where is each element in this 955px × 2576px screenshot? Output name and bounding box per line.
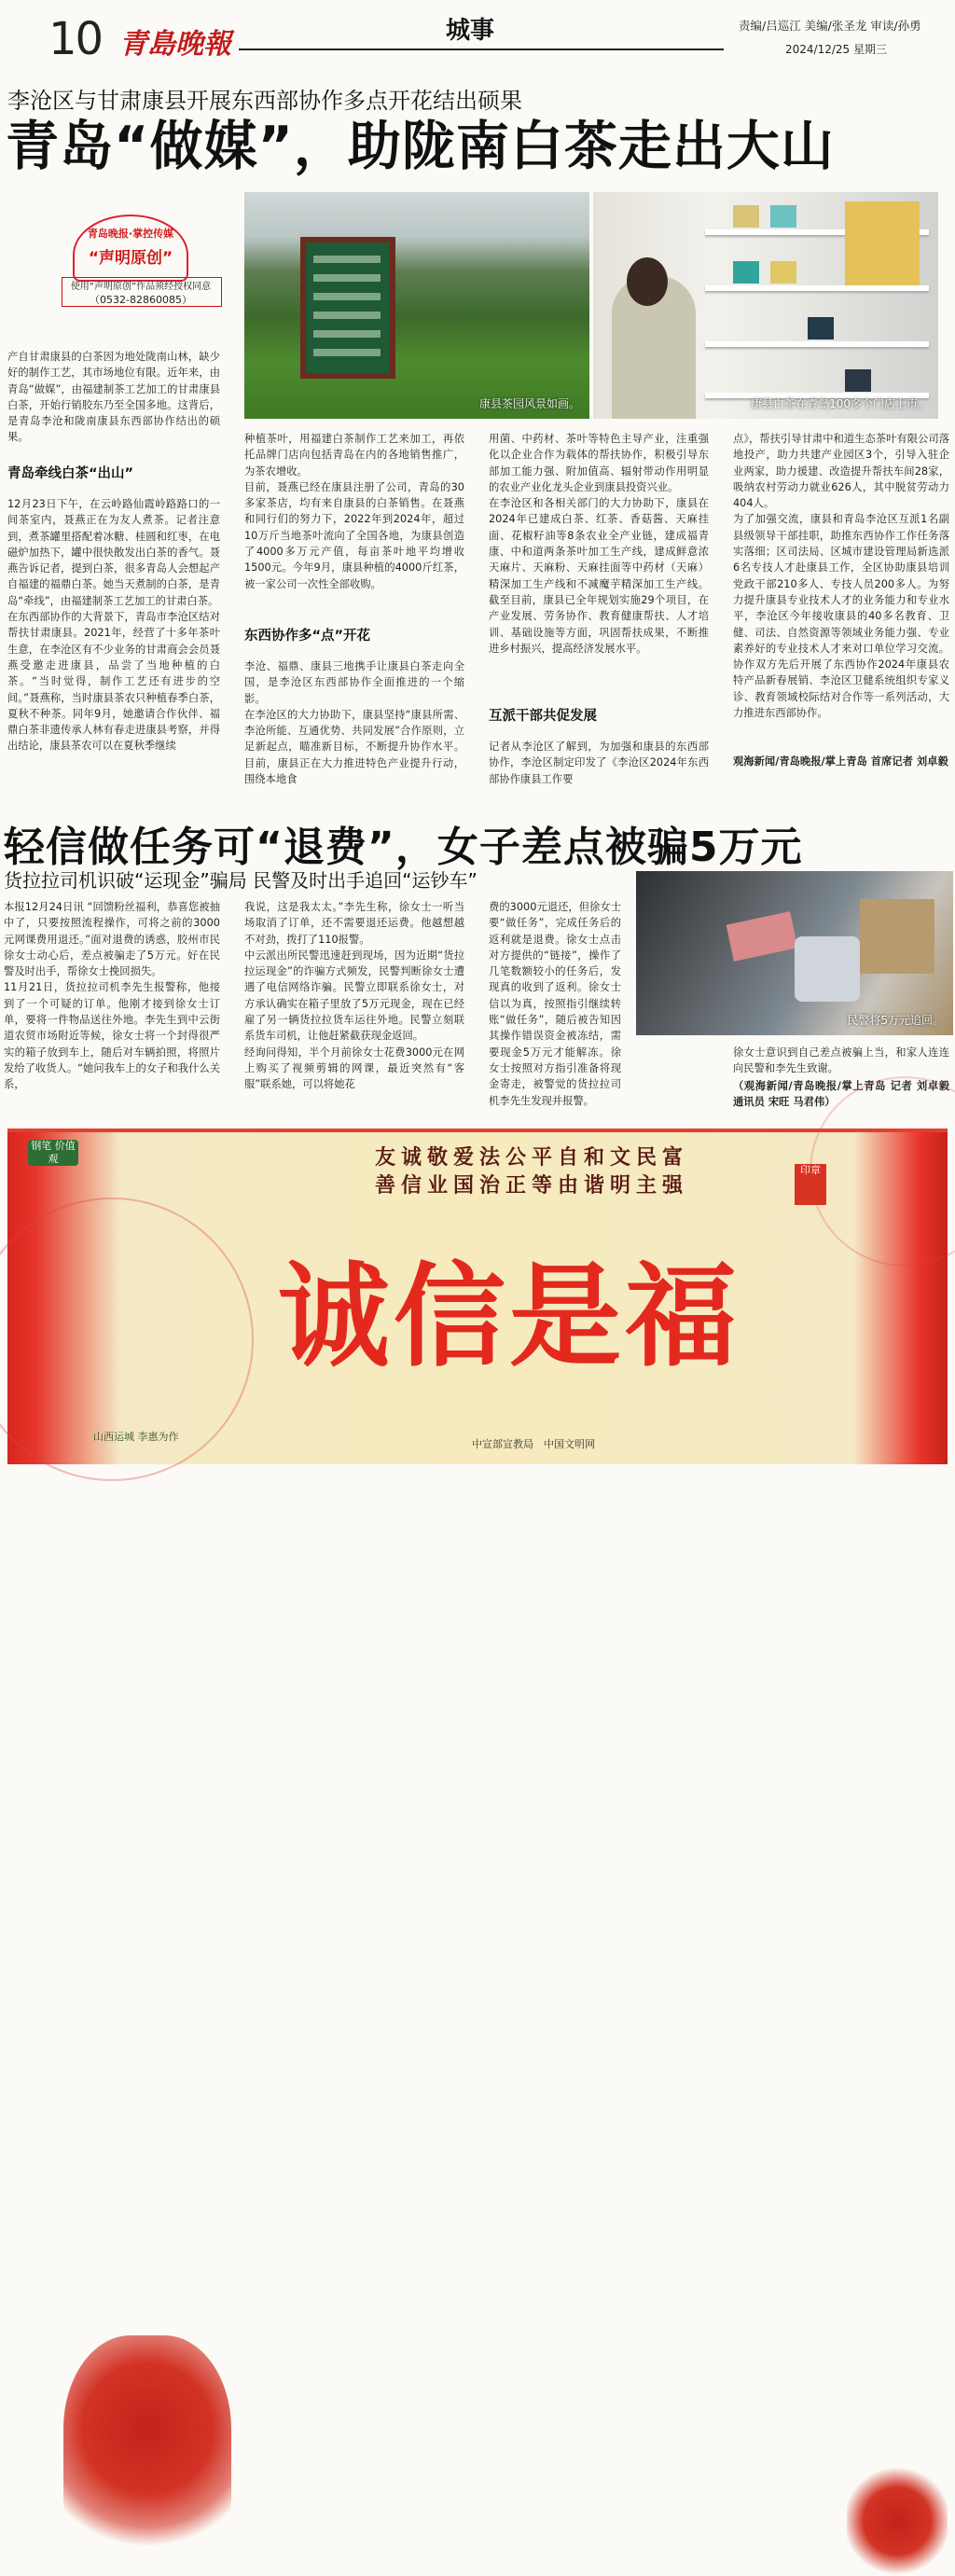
stamp-main-text: “声明原创” bbox=[88, 249, 173, 268]
header-rule bbox=[239, 48, 724, 50]
story2-subheadline: 货拉拉司机识破“运现金”骗局 民警及时出手追回“运钞车” bbox=[4, 869, 478, 892]
stamp-top-text: 青岛晚报·掌控传媒 bbox=[87, 228, 174, 240]
ad-artist: 山西运城 李惠为作 bbox=[93, 1431, 179, 1443]
page-number: 10 bbox=[48, 13, 103, 65]
story1-col2-body: 种植茶叶，用福建白茶制作工艺来加工，再依托品牌门店向包括青岛在内的各地销售推广，为茶农增收。 目前，聂燕已经在康县注册了公司，青岛的30多家茶店，均有来自康县的白茶销售。在聂燕和同行们的努力下，2022年到2024年，超过10万斤当地茶叶流向了全国各地，为康县创造了4000多万元产值，每亩茶叶地平均增收1500元。今年9月，康县种植的4000斤红茶，被一家公司一次性全部收购。 bbox=[244, 433, 464, 590]
issue-date: 2024/12/25 星期三 bbox=[785, 43, 887, 56]
section-title: 城事 bbox=[446, 17, 495, 45]
story2-headline[interactable]: 轻信做任务可“退费”，女子差点被骗5万元 bbox=[4, 824, 803, 871]
story2-col1: 本报12月24日讯 “回馈粉丝福利，恭喜您被抽中了，只要按照流程操作，可将之前的3000元网课费用退还。”面对退费的诱惑，胶州市民徐女士动心后，差点被骗走了5万元。好在民警及时出手，帮徐女士挽回损失。 11月21日，货拉拉司机李先生报警称，他接到了一个可疑的订单。他刚才接到徐女士订单，要将一件物品送往外地。李先生到中云街道农贸市场附近等候，徐女士将一个封得很严实的箱子放到车上，随后对车辆拍照，将照片发给了收货人。“她问我车上的女子和我什么关系， bbox=[4, 901, 220, 1091]
ad-slogan-line1: 友诚敬爱法公平自和文民富 bbox=[375, 1145, 689, 1170]
tea-shop-photo[interactable] bbox=[593, 192, 938, 419]
story2-col3: 费的3000元退还，但徐女士要“做任务”，完成任务后的返利就是退费。徐女士点击对方提供的“链接”，操作了几笔数额较小的任务后，发现真的收到了返利。徐女士信以为真，按照指引继续转账“做任务”，随后被告知因其操作错误资金被冻结，需要现金5万元才能解冻。徐女士按照对方指引准备将现金寄走，被警觉的货拉拉司机李先生发现并报警。 bbox=[489, 901, 621, 1107]
ad-slogan-line2: 善信业国治正等由谐明主强 bbox=[375, 1173, 689, 1198]
story1-intro: 产自甘肃康县的白茶因为地处陇南山林，缺少好的制作工艺，其市场地位有限。近年来，由青岛“做媒”，由福建制茶工艺加工的甘肃康县白茶，开始行销胶东乃至全国多地。这背后，是青岛李沧和陇南康县东西部协作结出的硕果。 bbox=[7, 351, 220, 444]
paper-cut-art bbox=[63, 2335, 231, 2569]
newspaper-logo: 青島晚報 bbox=[119, 28, 231, 61]
story1-col3-body: 用菌、中药材、茶叶等特色主导产业，注重强化以企业合作为载体的帮扶协作，积极引导东部加工能力强、附加值高、辐射带动作用明显的农业产业化龙头企业到康县投资兴业。 在李沧区和各相关部门的大力协助下，康县在2024年已建成白茶、红茶、香菇酱、天麻挂面、花椒籽油等8条农业全产业链，建成福青康、中和道两条茶叶加工生产线，建成鲜意浓天麻片、天麻粉、天麻挂面等中药材（天麻）精深加工生产线和不减魔芋精深加工生产线。截至目前，康县已全年规划实施29个项目，在产业发展、劳务协作、教育健康帮扶、人才培训、基础设施等方面，巩固帮扶成果，不断推进乡村振兴，提高经济发展水平。 bbox=[489, 433, 709, 655]
ad-main-title: 诚信是福 bbox=[278, 1251, 740, 1382]
paper-cut-art-small bbox=[847, 2466, 948, 2576]
stamp-note: 使用“声明原创”作品须经授权同意 bbox=[70, 282, 212, 292]
photo3-caption: 民警将5万元追回。 bbox=[847, 1014, 944, 1027]
seal-icon: 印章 bbox=[795, 1164, 826, 1205]
stamp-phone: （0532-82860085） bbox=[90, 294, 192, 306]
story1-subhead-3: 互派干部共促发展 bbox=[489, 709, 597, 724]
story1-col2-body2: 李沧、福鼎、康县三地携手让康县白茶走向全国，是李沧区东西部协作全面推进的一个缩影。 在李沧区的大力协助下，康县坚持“康县所需、李沧所能、互通优势、共同发展”合作原则，立足新起点，瞄准新目标，不断提升协作水平。目前，康县正在大力推进特色产业提升行动，围绕本地食 bbox=[244, 660, 464, 786]
story1-col4-body: 点》，帮扶引导甘肃中和道生态茶叶有限公司落地投产，助力共建产业园区3个，引导入驻企业两家，助力援建、改造提升帮扶车间28家，吸纳农村劳动力就业626人，其中脱贫劳动力404人。 为了加强交流，康县和青岛李沧区互派1名副县级领导干部挂职，助推东西协作工作任务落实落细；区司法局、区城市建设管理局新选派6名专技人才赴康县工作，全区协助康县培训党政干部210多人、专技人员200多人。为努力提升康县专业技术人才的业务能力和专业水平，李沧区今年接收康县的40多名教育、卫健、司法、自然资源等领域业务能力强、专业素养好的专业技术人才来对口单位学习交流。协作双方先后开展了东西协作2024年康县农特产品新春展销、李沧区卫健系统组织专家义诊、教育领域校际结对合作等一系列活动，大力推进东西部协作。 bbox=[733, 433, 949, 720]
ad-logo: 钢笔 价值观 bbox=[28, 1140, 78, 1166]
photo1-caption: 康县茶园风景如画。 bbox=[478, 397, 580, 410]
woman-head bbox=[627, 257, 668, 306]
story1-col1-body: 12月23日下午，在云岭路仙霞岭路路口的一间茶室内，聂燕正在为友人煮茶。记者注意到，煮茶罐里搭配着冰糖、桂圆和红枣，在电磁炉加热下，罐中很快散发出白茶的香气。聂燕告诉记者，提到白茶，很多青岛人会想起产自福建的福鼎白茶。她当天煮制的白茶，是青岛“牵线”，由福建制茶工艺加工的甘肃白茶。 在东西部协作的大背景下，青岛市李沧区结对帮扶甘肃康县。2021年，经营了十多年茶叶生意，在李沧区有不少业务的甘肃商会会员聂燕受邀走进康县，品尝了当地种植的白茶。“当时觉得，制作工艺还有进步的空间。”聂燕称，当时康县茶农只种植春季白茶，夏秋不种茶。同年9月，她邀请合作伙伴、福鼎白茶非遗传承人林有春走进康县考察，并得出结论，康县茶农可以在夏秋季继续 bbox=[7, 498, 220, 753]
ad-footer: 中宣部宣教局 中国文明网 bbox=[472, 1438, 595, 1450]
story1-col3-body2: 记者从李沧区了解到，为加强和康县的东西部协作，李沧区制定印发了《李沧区2024年东西部协作康县工作要 bbox=[489, 741, 709, 785]
story2-byline: （观海新闻/青岛晚报/掌上青岛 记者 刘卓毅 通讯员 宋旺 马君伟） bbox=[733, 1080, 953, 1109]
story1-headline[interactable]: 青岛“做媒”，助陇南白茶走出大山 bbox=[6, 116, 835, 177]
police-cash-photo[interactable] bbox=[636, 871, 953, 1035]
story1-kicker: 李沧区与甘肃康县开展东西部协作多点开花结出硕果 bbox=[7, 88, 522, 114]
story2-col4: 徐女士意识到自己差点被骗上当，和家人连连向民警和李先生致谢。 bbox=[733, 1046, 949, 1075]
photo2-caption: 康县白茶在青岛100多个门店上市。 bbox=[751, 397, 929, 410]
story2-col2: 我说，这是我太太。”李先生称，徐女士一听当场取消了订单，还不需要退还运费。他越想越不对劲，拨打了110报警。 中云派出所民警迅速赶到现场，因为近期“货拉拉运现金”的诈骗方式频发，民警判断徐女士遭遇了电信网络诈骗。民警立即联系徐女士，对方承认确实在箱子里放了5万元现金，现在已经雇了另一辆货拉拉货车运往外地。民警立刻联系货车司机，让他赶紧截获现金返回。 经询问得知，半个月前徐女士花费3000元在网上购买了视频剪辑的网课，最近突然有“客服”联系她，可以将她花 bbox=[244, 901, 464, 1091]
story1-subhead-1: 青岛牵线白茶“出山” bbox=[7, 466, 134, 481]
signboard bbox=[300, 237, 395, 379]
story1-subhead-2: 东西协作多“点”开花 bbox=[244, 629, 371, 644]
tea-garden-photo[interactable] bbox=[244, 192, 589, 419]
editor-credits: 责编/吕巡江 美编/张圣龙 审读/孙勇 bbox=[739, 19, 921, 33]
story1-byline: 观海新闻/青岛晚报/掌上青岛 首席记者 刘卓毅 bbox=[733, 755, 948, 768]
